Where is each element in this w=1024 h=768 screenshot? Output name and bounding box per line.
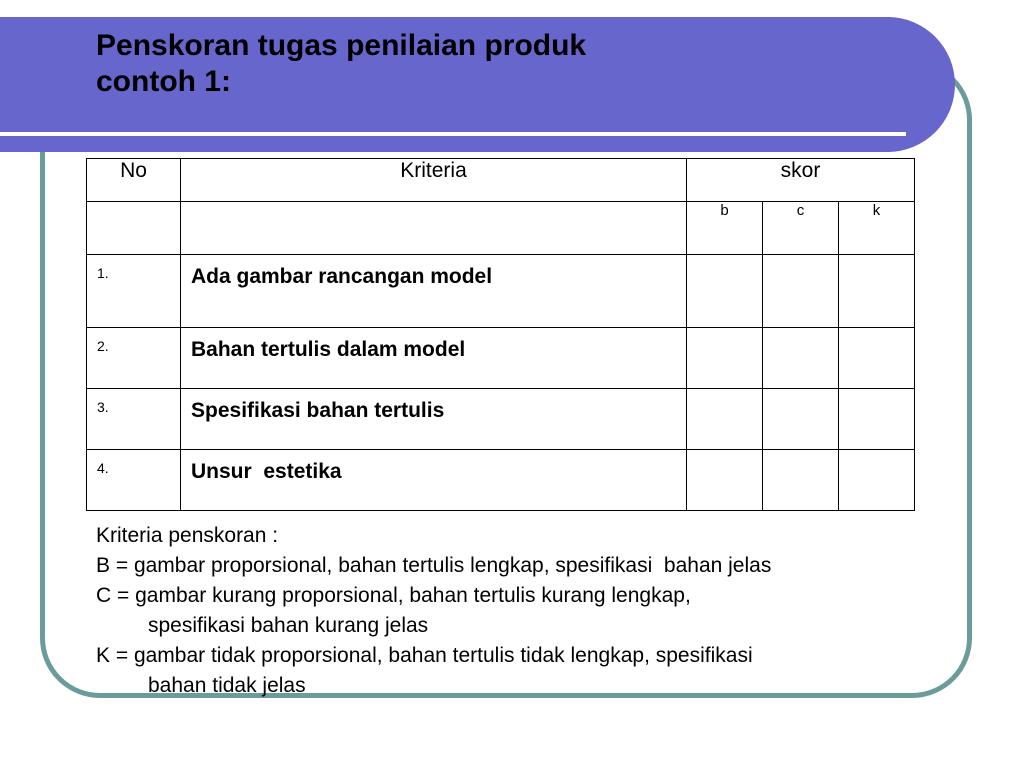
score-level-b: b — [687, 202, 763, 255]
score-cell-c[interactable] — [763, 328, 839, 389]
row-number: 3. — [87, 389, 181, 450]
score-cell-k[interactable] — [839, 450, 915, 511]
note-c-line2: spesifikasi bahan kurang jelas — [148, 614, 429, 637]
score-cell-c[interactable] — [763, 389, 839, 450]
scoring-criteria-notes — [96, 521, 936, 701]
score-level-c: c — [763, 202, 839, 255]
slide-title — [96, 28, 586, 100]
note-k-line1: K = gambar tidak proporsional, bahan tertulis tidak lengkap, spesifikasi — [96, 644, 753, 667]
score-cell-k[interactable] — [839, 255, 915, 328]
header-skor: skor — [687, 159, 915, 202]
score-cell-c[interactable] — [763, 450, 839, 511]
header-no: No — [87, 159, 181, 202]
row-criterion: Unsur estetika — [181, 450, 687, 511]
note-k-line2: bahan tidak jelas — [148, 674, 306, 697]
row-number: 2. — [87, 328, 181, 389]
note-c-line1: C = gambar kurang proporsional, bahan tertulis kurang lengkap, — [96, 584, 691, 607]
score-level-k: k — [839, 202, 915, 255]
row-criterion: Spesifikasi bahan tertulis — [181, 389, 687, 450]
score-cell-b[interactable] — [687, 450, 763, 511]
score-cell-b[interactable] — [687, 328, 763, 389]
row-criterion: Ada gambar rancangan model — [181, 255, 687, 328]
score-cell-k[interactable] — [839, 389, 915, 450]
row-criterion: Bahan tertulis dalam model — [181, 328, 687, 389]
score-cell-c[interactable] — [763, 255, 839, 328]
table-subheader-row — [87, 202, 915, 255]
table-row — [87, 389, 915, 450]
header-divider — [0, 132, 906, 136]
title-line-2: contoh 1: — [96, 65, 231, 98]
notes-heading: Kriteria penskoran : — [96, 524, 279, 547]
table-header-row — [87, 159, 915, 202]
table-row — [87, 328, 915, 389]
subheader-kriteria-empty — [181, 202, 687, 255]
scoring-table — [86, 158, 915, 511]
table-row — [87, 450, 915, 511]
score-cell-b[interactable] — [687, 255, 763, 328]
subheader-no-empty — [87, 202, 181, 255]
title-line-1: Penskoran tugas penilaian produk — [96, 29, 587, 62]
note-b: B = gambar proporsional, bahan tertulis lengkap, spesifikasi bahan jelas — [96, 554, 772, 577]
row-number: 4. — [87, 450, 181, 511]
score-cell-b[interactable] — [687, 389, 763, 450]
score-cell-k[interactable] — [839, 328, 915, 389]
header-kriteria: Kriteria — [181, 159, 687, 202]
row-number: 1. — [87, 255, 181, 328]
table-row — [87, 255, 915, 328]
